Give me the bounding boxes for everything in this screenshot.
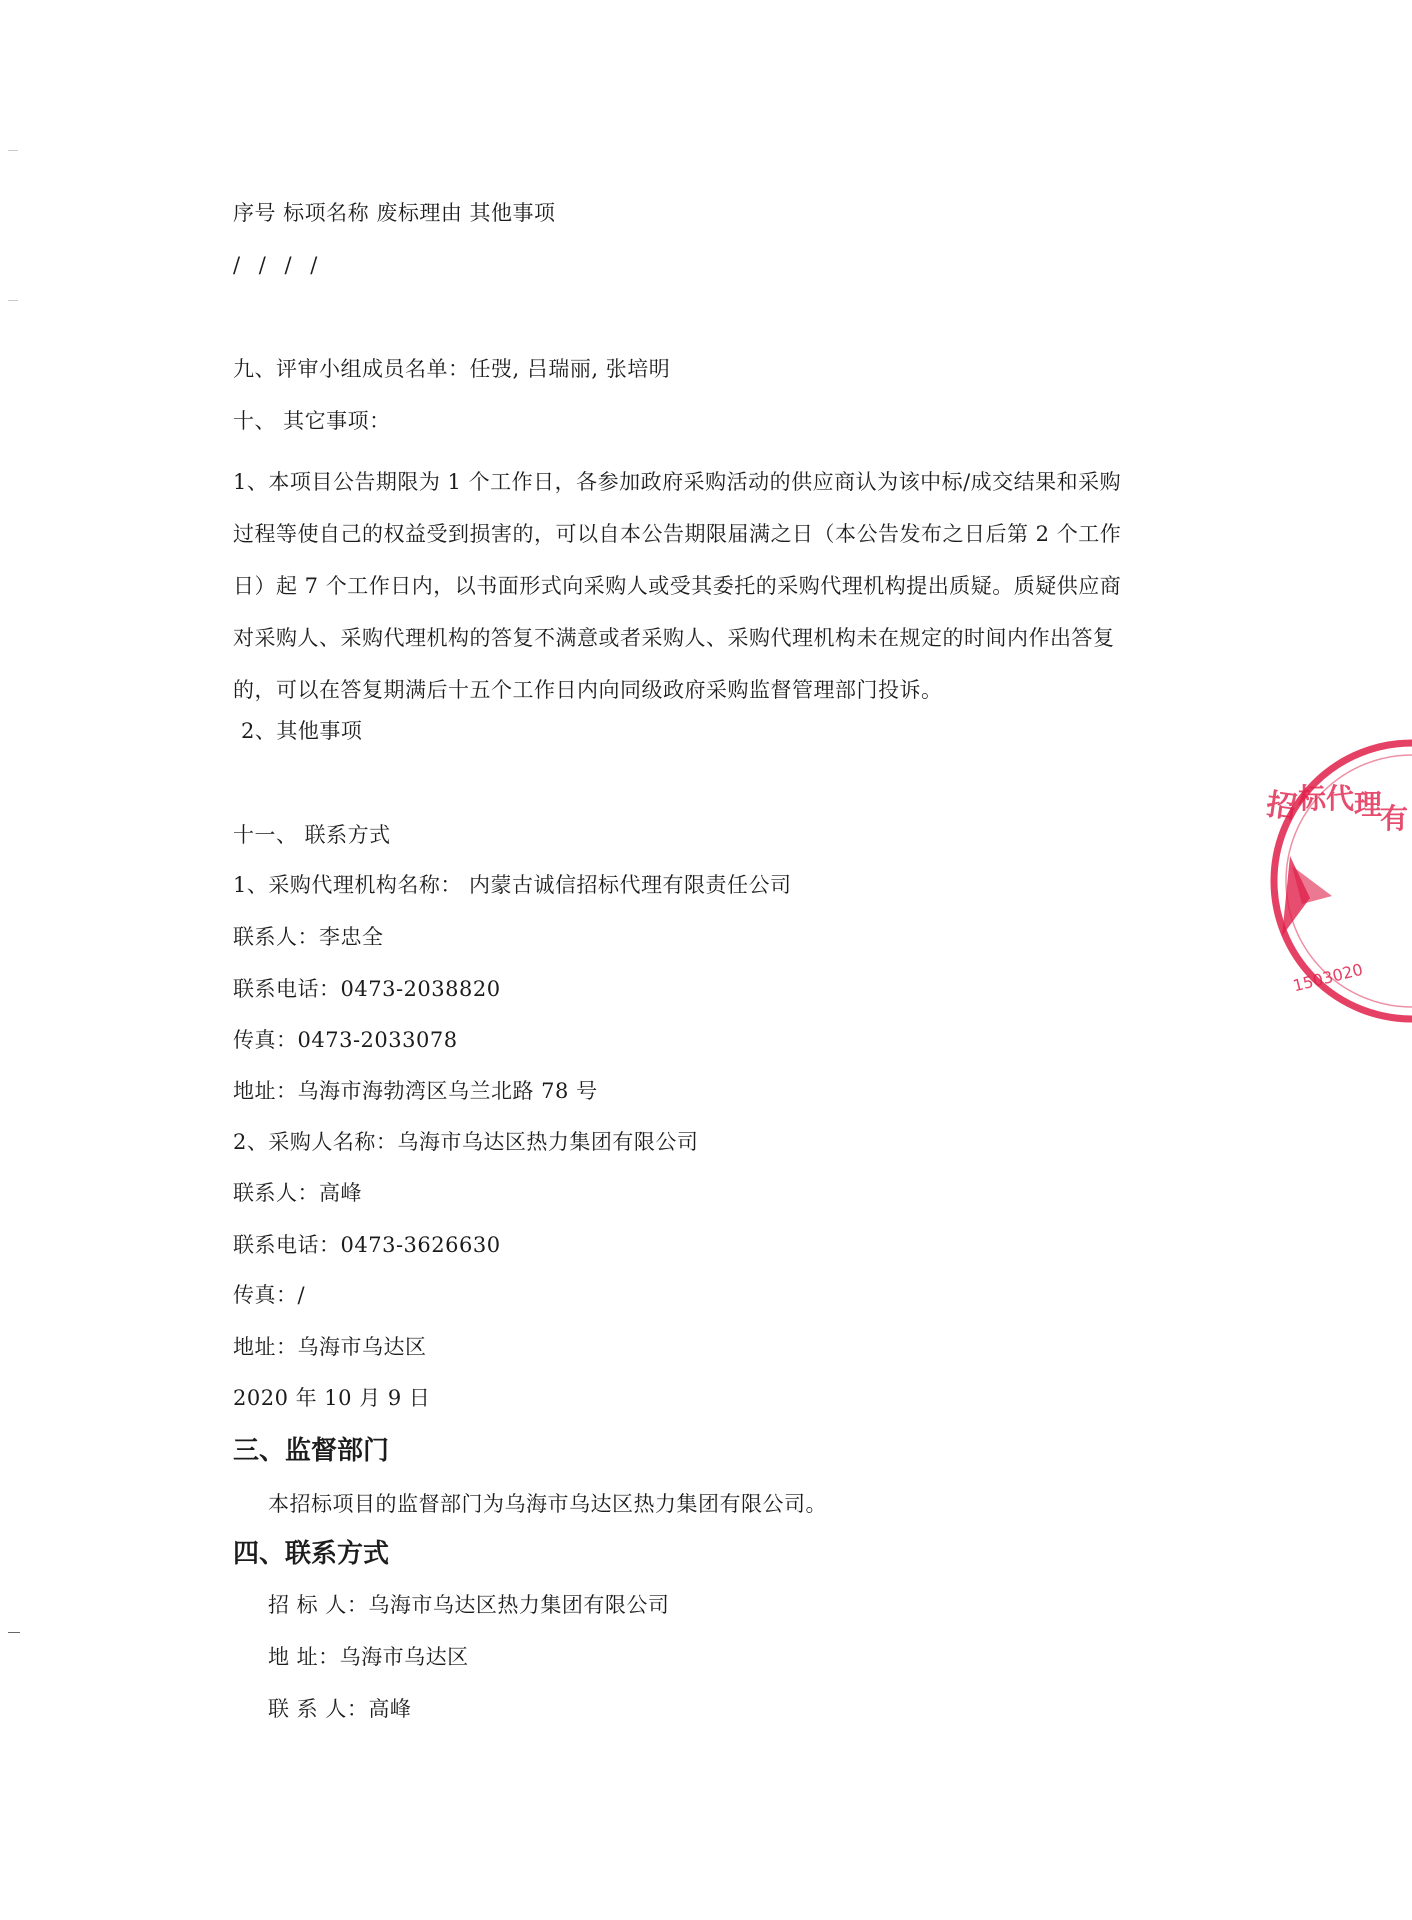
agency-contact: 联系人：李忠全: [233, 925, 384, 949]
scan-mark: [8, 150, 18, 151]
table-header: 序号 标项名称 废标理由 其他事项: [233, 201, 556, 225]
purchaser-fax: 传真：/: [233, 1283, 306, 1307]
svg-text:标 代 理 有: 标 代 理 有: [1298, 782, 1409, 835]
company-seal-stamp: [1262, 736, 1412, 1026]
agency-phone: 联系电话：0473-2038820: [233, 977, 501, 1001]
svg-text:1503020: 1503020: [1291, 959, 1365, 996]
agency-fax: 传真：0473-2033078: [233, 1028, 458, 1052]
purchaser-address: 地址：乌海市乌达区: [233, 1335, 427, 1359]
svg-text:招: 招: [1264, 787, 1299, 826]
evaluation-panel: 九、评审小组成员名单：任弢, 吕瑞丽, 张培明: [233, 357, 671, 381]
notice-paragraph: 1、本项目公告期限为 1 个工作日，各参加政府采购活动的供应商认为该中标/成交结果和采购过程等使自己的权益受到损害的，可以自本公告期限届满之日（本公告发布之日后第 2 个工作日）起 7 个工作日内，以书面形式向采购人或受其委托的采购代理机构提出质疑。质疑供应商对采购人、采购代理机构的答复不满意或者采购人、采购代理机构未在规定的时间内作出答复的，可以在答复期满后十五个工作日内向同级政府采购监督管理部门投诉。: [233, 470, 1122, 702]
section-10-title: 十、 其它事项：: [233, 409, 391, 433]
heading-contact: 四、联系方式: [233, 1539, 390, 1569]
table-row: / / / /: [233, 253, 324, 277]
agency-address: 地址：乌海市海勃湾区乌兰北路 78 号: [233, 1079, 598, 1103]
tenderer-address: 地 址：乌海市乌达区: [268, 1645, 469, 1669]
other-matters: 2、其他事项: [241, 719, 363, 743]
notice-date: 2020 年 10 月 9 日: [233, 1386, 431, 1410]
heading-supervision: 三、监督部门: [233, 1436, 390, 1466]
agency-name: 1、采购代理机构名称： 内蒙古诚信招标代理有限责任公司: [233, 873, 792, 897]
scan-mark: [8, 300, 18, 301]
purchaser-phone: 联系电话：0473-3626630: [233, 1233, 501, 1257]
purchaser-contact: 联系人：高峰: [233, 1181, 362, 1205]
tenderer-contact: 联 系 人：高峰: [268, 1697, 412, 1721]
scan-mark: [8, 1632, 20, 1633]
supervision-text: 本招标项目的监督部门为乌海市乌达区热力集团有限公司。: [268, 1492, 827, 1516]
section-11-title: 十一、 联系方式: [233, 823, 391, 847]
purchaser-name: 2、采购人名称：乌海市乌达区热力集团有限公司: [233, 1130, 699, 1154]
tenderer-name: 招 标 人：乌海市乌达区热力集团有限公司: [268, 1593, 670, 1617]
